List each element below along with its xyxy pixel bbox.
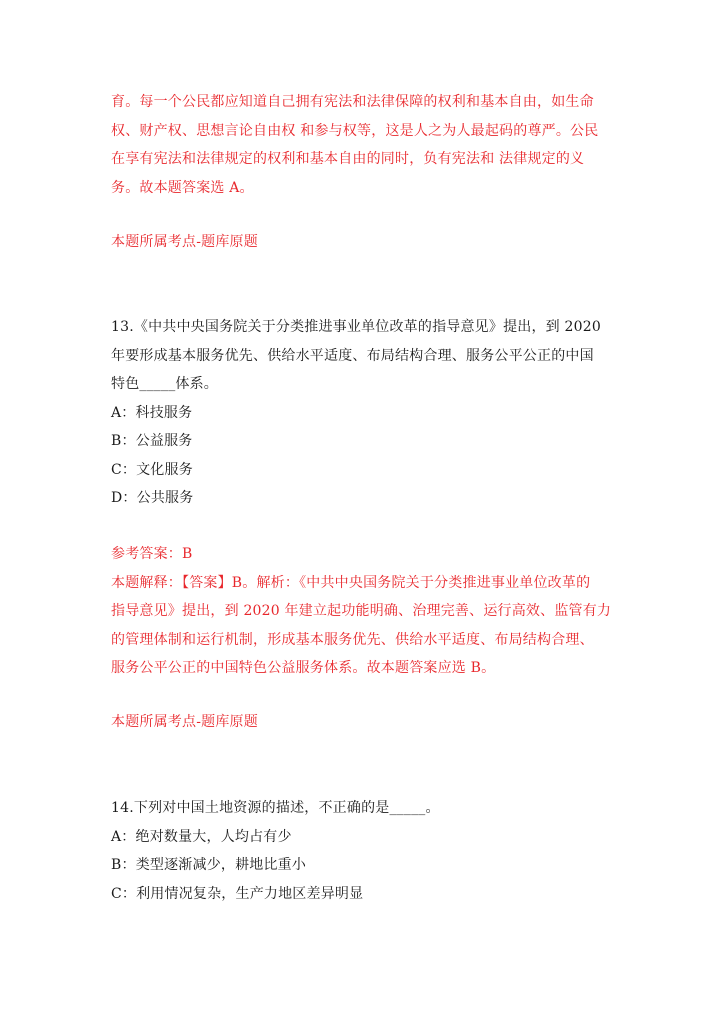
prev-explanation (111, 88, 631, 202)
explanation-line: 育。每一个公民都应知道自己拥有宪法和法律保障的权利和基本自由，如生命 (111, 94, 594, 110)
option-d: D：公共服务 (111, 490, 194, 506)
question-stem-line: 14.下列对中国土地资源的描述，不正确的是_____。 (111, 800, 440, 816)
question-stem-line: 特色_____体系。 (111, 376, 218, 392)
option-c: C：利用情况复杂，生产力地区差异明显 (111, 885, 364, 902)
option-a: A：科技服务 (111, 404, 193, 421)
explanation-line: 的管理体制和运行机制，形成基本服务优先、供给水平适度、布局结构合理、 (111, 631, 594, 648)
q13-source (111, 708, 631, 737)
source-label: 本题所属考点-题库原题 (111, 234, 258, 250)
explanation-line: 务。故本题答案选 A。 (111, 179, 254, 196)
explanation-line: 指导意见》提出，到 2020 年建立起功能明确、治理完善、运行高效、监管有力 (111, 603, 612, 619)
source-label: 本题所属考点-题库原题 (111, 714, 258, 730)
option-c: C：文化服务 (111, 461, 193, 478)
question-stem-line: 年要形成基本服务优先、供给水平适度、布局结构合理、服务公平公正的中国 (111, 347, 594, 364)
question-stem-line: 13.《中共中央国务院关于分类推进事业单位改革的指导意见》提出，到 2020 (111, 319, 601, 335)
reference-answer: 参考答案：B (111, 546, 193, 562)
option-b: B：公益服务 (111, 433, 193, 449)
question-14 (111, 794, 631, 908)
question-13 (111, 313, 631, 513)
option-a: A：绝对数量大，人均占有少 (111, 828, 292, 845)
explanation-line: 本题解释：【答案】B。解析：《中共中央国务院关于分类推进事业单位改革的 (111, 574, 591, 591)
explanation-line: 权、财产权、思想言论自由权 和参与权等，这是人之为人最起码的尊严。公民 (111, 122, 599, 139)
q13-answer-block (111, 540, 631, 683)
explanation-line: 服务公平公正的中国特色公益服务体系。故本题答案应选 B。 (111, 660, 496, 676)
explanation-line: 在享有宪法和法律规定的权利和基本自由的同时，负有宪法和 法律规定的义 (111, 151, 585, 167)
option-b: B：类型逐渐减少，耕地比重小 (111, 857, 307, 873)
prev-source (111, 228, 631, 257)
